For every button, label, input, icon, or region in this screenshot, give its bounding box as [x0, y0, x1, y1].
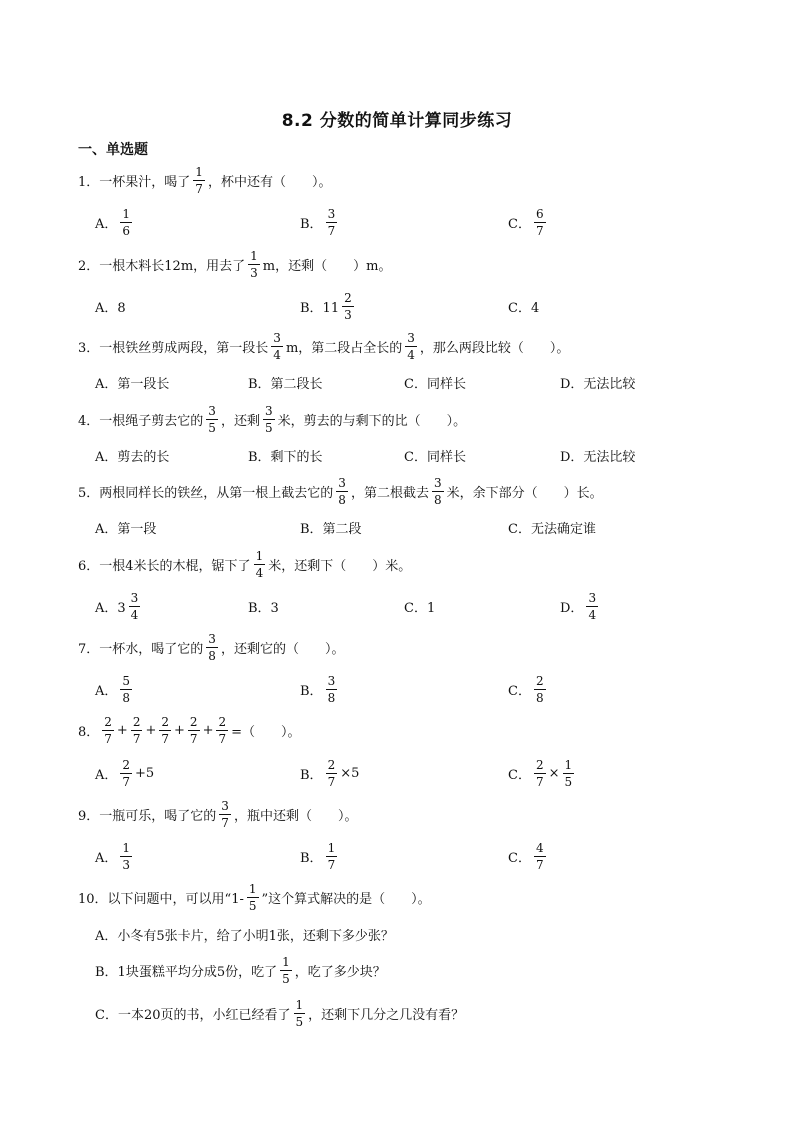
question-text: ，那么两段比较（ ）。 — [419, 340, 570, 356]
option-a[interactable]: A．第一段长 — [95, 376, 170, 392]
option-b[interactable]: B．剩下的长 — [248, 449, 323, 465]
fraction: $\frac{5}{8}$ — [122, 673, 131, 705]
question-text: ，第二根截去 — [350, 485, 429, 501]
fraction: $\frac{3}{8}$ — [433, 475, 442, 507]
question-text: ”这个算式解决的是（ ）。 — [261, 891, 431, 907]
question-number: 5． — [78, 485, 100, 501]
option-c[interactable]: C． $\frac{4}{7}$ — [508, 840, 544, 872]
fraction: $\frac{3}{8}$ — [338, 475, 346, 507]
fraction: $\frac{2}{3}$ — [344, 290, 352, 322]
fraction: $\frac{1}{4}$ — [255, 548, 264, 580]
fraction: $\frac{2}{7}$ — [327, 757, 336, 789]
fraction: $\frac{1}{5}$ — [295, 997, 304, 1029]
fraction: $\frac{3}{4}$ — [130, 590, 139, 622]
fraction: $\frac{2}{7}$ — [218, 714, 227, 746]
question-text: 米，还剩下（ ）米。 — [268, 558, 412, 574]
question-number: 4． — [78, 413, 100, 429]
plus-sign: + — [145, 722, 157, 738]
plus-sign: + — [174, 722, 185, 738]
question-text: 一根绳子剪去它的 — [99, 413, 204, 429]
option-a[interactable]: A．8 — [95, 300, 126, 316]
question-number: 1． — [78, 174, 100, 190]
question-text: ，杯中还有（ ）。 — [207, 174, 332, 190]
fraction: $\frac{1}{7}$ — [327, 840, 336, 872]
question-text: 两根同样长的铁丝，从第一根上截去它的 — [99, 485, 334, 501]
option-a[interactable]: A．第一段 — [95, 521, 157, 537]
fraction: $\frac{1}{5}$ — [282, 954, 290, 986]
fraction: $\frac{1}{3}$ — [250, 248, 258, 280]
section-heading: 一、单选题 — [78, 142, 148, 158]
question-text: m，还剩（ ）m。 — [262, 258, 392, 274]
question-text: 一根木料长12m，用去了 — [99, 258, 246, 274]
question-text: ，还剩它的（ ）。 — [220, 641, 345, 657]
option-c[interactable]: C． $\frac{2}{7}$ × $\frac{1}{5}$ — [508, 757, 573, 789]
fraction: $\frac{2}{7}$ — [104, 714, 112, 746]
question-5 — [78, 473, 603, 509]
fraction: $\frac{3}{4}$ — [407, 330, 415, 362]
fraction: $\frac{3}{8}$ — [208, 631, 216, 663]
fraction: $\frac{1}{7}$ — [195, 164, 203, 196]
question-number: 6． — [78, 558, 100, 574]
option-b[interactable]: B．第二段长 — [248, 376, 323, 392]
question-text: 一根铁丝剪成两段，第一段长 — [99, 340, 269, 356]
fraction: $\frac{3}{4}$ — [588, 590, 597, 622]
plus-sign: + — [202, 722, 214, 738]
option-c[interactable]: C．同样长 — [404, 449, 466, 465]
fraction: $\frac{2}{7}$ — [132, 714, 141, 746]
fraction: $\frac{2}{7}$ — [122, 757, 131, 789]
question-3 — [78, 328, 569, 364]
option-b[interactable]: B．3 — [248, 600, 279, 616]
question-9 — [78, 796, 357, 832]
fraction: $\frac{2}{7}$ — [189, 714, 198, 746]
question-8 — [78, 712, 301, 748]
fraction: $\frac{3}{7}$ — [327, 206, 336, 238]
option-c[interactable]: C．同样长 — [404, 376, 466, 392]
option-b[interactable]: B．11 $\frac{2}{3}$ — [300, 290, 352, 322]
option-a[interactable]: A．3 $\frac{3}{4}$ — [95, 590, 139, 622]
option-a[interactable]: A． $\frac{5}{8}$ — [95, 673, 131, 705]
question-2 — [78, 246, 391, 282]
question-text: 以下问题中，可以用“1- — [107, 891, 244, 907]
fraction: $\frac{1}{3}$ — [122, 840, 131, 872]
option-c[interactable]: C． $\frac{2}{8}$ — [508, 673, 544, 705]
fraction: $\frac{1}{6}$ — [122, 206, 131, 238]
question-number: 2． — [78, 258, 100, 274]
option-a[interactable]: A．小冬有5张卡片，给了小明1张，还剩下多少张？ — [95, 928, 394, 944]
question-text: ，还剩 — [220, 413, 260, 429]
question-7 — [78, 629, 344, 665]
question-4 — [78, 401, 466, 437]
page-title: 8.2 分数的简单计算同步练习 — [281, 111, 513, 131]
option-c[interactable]: C． $\frac{6}{7}$ — [508, 206, 544, 238]
question-text: 一杯水，喝了它的 — [99, 641, 204, 657]
question-number: 9． — [78, 808, 100, 824]
question-text: 米，剪去的与剩下的比（ ）。 — [277, 413, 467, 429]
question-text: 一瓶可乐，喝了它的 — [99, 808, 217, 824]
option-a[interactable]: A．剪去的长 — [95, 449, 170, 465]
question-text: 米，余下部分（ ）长。 — [446, 485, 603, 501]
question-number: 10． — [78, 891, 108, 907]
question-number: 3． — [78, 340, 100, 356]
fraction: $\frac{3}{8}$ — [327, 673, 336, 705]
option-d[interactable]: D． $\frac{3}{4}$ — [560, 590, 597, 622]
fraction: $\frac{1}{5}$ — [248, 881, 257, 913]
option-c[interactable]: C．4 — [508, 300, 540, 316]
plus-sign: + — [116, 722, 128, 738]
question-text: =（ ）。 — [231, 724, 301, 740]
option-c[interactable]: C．一本20页的书，小红已经看了 $\frac{1}{5}$ ，还剩下几分之几没有看？ — [95, 997, 465, 1029]
option-b[interactable]: B．第二段 — [300, 521, 362, 537]
fraction: $\frac{2}{8}$ — [535, 673, 544, 705]
fraction: $\frac{4}{7}$ — [535, 840, 544, 872]
option-b[interactable]: B． $\frac{3}{7}$ — [300, 206, 336, 238]
option-a[interactable]: A． $\frac{2}{7}$ +5 — [95, 757, 155, 789]
fraction: $\frac{1}{5}$ — [564, 757, 573, 789]
question-number: 7． — [78, 641, 100, 657]
fraction: $\frac{2}{7}$ — [535, 757, 544, 789]
question-text: 一根4米长的木棍，锯下了 — [99, 558, 251, 574]
question-text: 一杯果汁，喝了 — [99, 174, 191, 190]
question-text: ，瓶中还剩（ ）。 — [233, 808, 358, 824]
question-number: 8． — [78, 724, 100, 740]
question-10 — [78, 879, 431, 915]
option-b[interactable]: B． $\frac{2}{7}$ ×5 — [300, 757, 360, 789]
question-1 — [78, 162, 331, 198]
option-b[interactable]: B． $\frac{3}{8}$ — [300, 673, 336, 705]
question-text: m，第二段占全长的 — [285, 340, 403, 356]
fraction: $\frac{3}{7}$ — [221, 798, 229, 830]
question-6 — [78, 546, 411, 582]
fraction: $\frac{3}{5}$ — [208, 403, 216, 435]
option-b[interactable]: B． $\frac{1}{7}$ — [300, 840, 336, 872]
option-d[interactable]: D．无法比较 — [560, 449, 636, 465]
option-a[interactable]: A． $\frac{1}{3}$ — [95, 840, 131, 872]
option-b[interactable]: B．1块蛋糕平均分成5份，吃了 $\frac{1}{5}$ ，吃了多少块？ — [95, 954, 386, 986]
fraction: $\frac{2}{7}$ — [161, 714, 170, 746]
option-c[interactable]: C．无法确定谁 — [508, 521, 596, 537]
fraction: $\frac{3}{4}$ — [273, 330, 281, 362]
option-d[interactable]: D．无法比较 — [560, 376, 636, 392]
option-a[interactable]: A． $\frac{1}{6}$ — [95, 206, 131, 238]
fraction: $\frac{6}{7}$ — [535, 206, 544, 238]
option-c[interactable]: C．1 — [404, 600, 436, 616]
fraction: $\frac{3}{5}$ — [264, 403, 273, 435]
